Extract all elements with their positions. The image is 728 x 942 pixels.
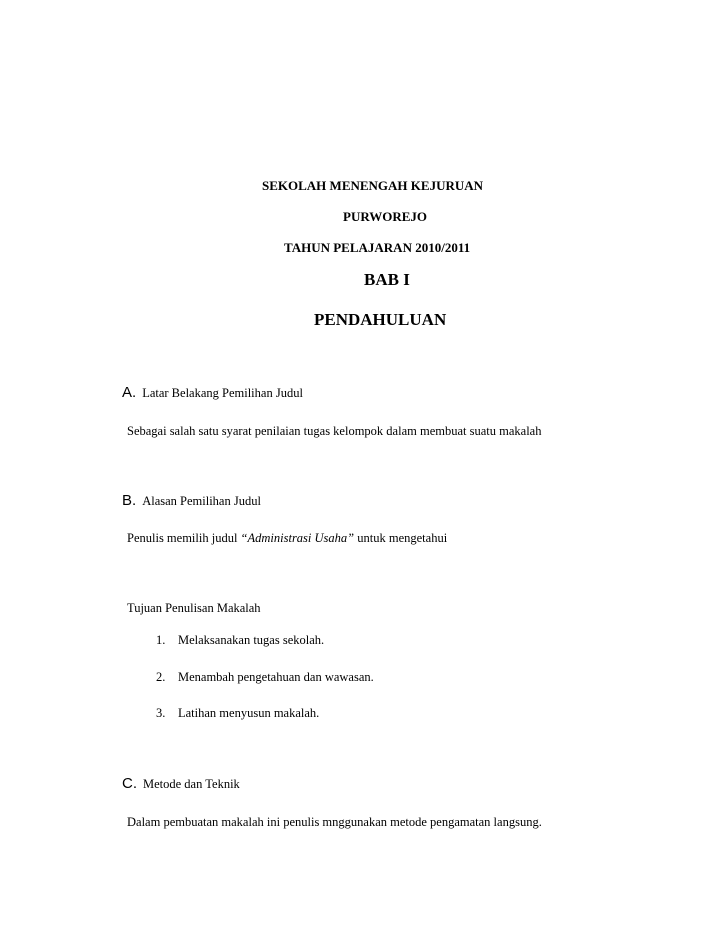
section-c-heading — [122, 775, 240, 793]
school-name: SEKOLAH MENENGAH KEJURUAN — [262, 178, 484, 193]
section-b-title: Alasan Pemilihan Judul — [142, 494, 261, 508]
list-item-number: 1. — [156, 633, 166, 647]
section-c-text: Dalam pembuatan makalah ini penulis mnggunakan metode pengamatan langsung. — [127, 815, 542, 829]
section-b-text-after: untuk mengetahui — [354, 531, 448, 545]
section-b-letter: B. — [122, 492, 137, 509]
academic-year: TAHUN PELAJARAN 2010/2011 — [284, 240, 471, 255]
section-c-letter: C. — [122, 775, 137, 792]
list-item — [156, 670, 374, 685]
section-a-title: Latar Belakang Pemilihan Judul — [142, 386, 303, 400]
section-a-letter: A. — [122, 384, 137, 401]
list-item — [156, 706, 319, 721]
list-item-text: Latihan menyusun makalah. — [178, 706, 320, 720]
list-item-number: 2. — [156, 670, 166, 684]
chapter-title: PENDAHULUAN — [314, 310, 447, 329]
section-b-text-before: Penulis memilih judul — [127, 531, 241, 545]
chapter-number: BAB I — [364, 270, 410, 289]
list-item-number: 3. — [156, 706, 166, 720]
list-item — [156, 633, 324, 648]
section-b-heading — [122, 492, 261, 510]
school-city: PURWOREJO — [343, 209, 428, 224]
list-item-text: Menambah pengetahuan dan wawasan. — [178, 670, 374, 684]
section-a-text: Sebagai salah satu syarat penilaian tugas kelompok dalam membuat suatu makalah — [127, 424, 542, 438]
purpose-title: Tujuan Penulisan Makalah — [127, 601, 261, 615]
section-a-heading — [122, 384, 303, 402]
section-b-text — [127, 531, 447, 546]
list-item-text: Melaksanakan tugas sekolah. — [178, 633, 325, 647]
section-c-title: Metode dan Teknik — [143, 777, 240, 791]
section-b-title-quote: “Administrasi Usaha” — [240, 531, 355, 545]
